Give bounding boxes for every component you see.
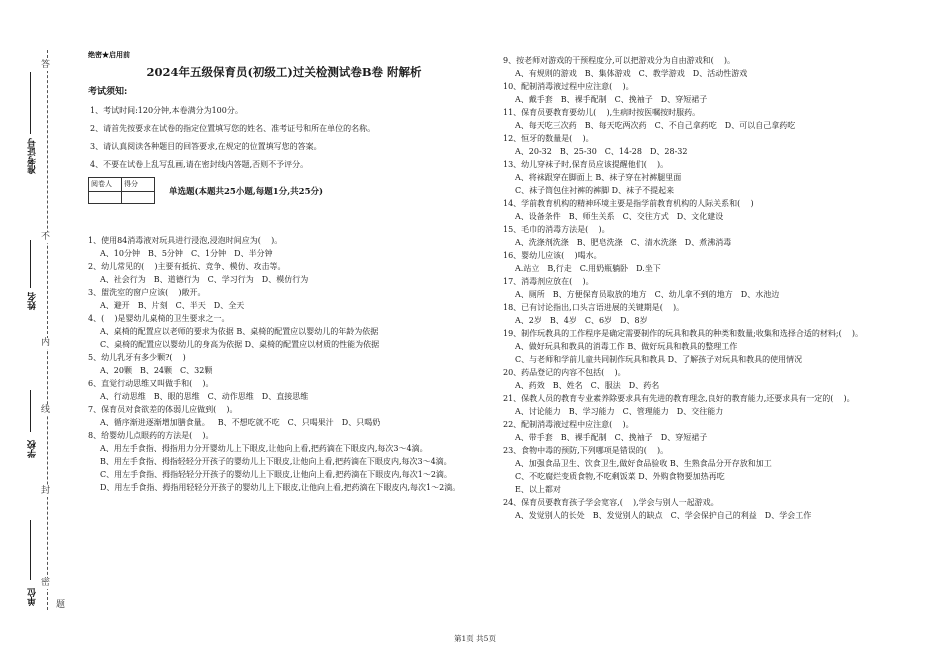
answer-option: A、将袜跟穿在脚面上 B、袜子穿在衬裤腿里面 — [515, 173, 682, 182]
score-table — [88, 177, 155, 204]
seal-word: 内 — [41, 338, 51, 348]
answer-option: B、每天吃两次药 — [584, 121, 647, 130]
section-title: 单选题(本题共25小题,每题1分,共25分) — [169, 187, 324, 197]
option-row — [503, 236, 927, 249]
answer-option: B、5分钟 — [147, 249, 183, 258]
option-row — [88, 247, 480, 260]
answer-option: B、学习能力 — [568, 407, 615, 416]
answer-option: A、戴手套 — [515, 95, 553, 104]
answer-option: A、行动思维 — [100, 392, 146, 401]
answer-option: A、20颗 — [100, 366, 132, 375]
question-text: 8、给婴幼儿点眼药的方法是( )。 — [88, 431, 214, 440]
answer-option: D、活动性游戏 — [692, 69, 748, 78]
answer-option: A、讨论能力 — [515, 407, 561, 416]
answer-option: B、片刻 — [137, 301, 168, 310]
answer-option: A、2岁 — [515, 316, 542, 325]
answer-option: D.坐下 — [636, 264, 661, 273]
answer-option: C、交往方式 — [622, 212, 669, 221]
answer-option: C、幼儿拿不到的地方 — [654, 290, 733, 299]
answer-option: B、发觉别人的缺点 — [592, 511, 663, 520]
option-row — [503, 379, 927, 392]
answer-option: C、学习行为 — [207, 275, 254, 284]
question-text: 14、学前教育机构的精神环境主要是指学前教育机构的人际关系和( ) — [503, 199, 754, 208]
notice-item: 4、不要在试卷上乱写乱画,请在密封线内答题,否则不予评分。 — [90, 160, 309, 169]
secret-label: 绝密★启用前 — [88, 50, 130, 59]
answer-option: C、只喝果汁 — [287, 418, 334, 427]
question-list-left — [88, 234, 480, 494]
answer-option: B、24颗 — [139, 366, 173, 375]
answer-option: A、20-32 — [515, 147, 552, 156]
option-row — [503, 67, 927, 80]
option-row — [503, 288, 927, 301]
score-cell[interactable] — [122, 192, 155, 204]
question-text: 9、按老师对游戏的干预程度分,可以把游戏分为自由游戏和( )。 — [503, 56, 736, 65]
left-column — [88, 48, 480, 494]
question-text: 22、配制消毒液过程中应注意( )。 — [503, 420, 634, 429]
answer-option: C、14-28 — [604, 147, 642, 156]
answer-option: D、只喝奶 — [341, 418, 381, 427]
answer-option: B、师生关系 — [568, 212, 615, 221]
question-text: 16、婴幼儿应该( )喝水。 — [503, 251, 602, 260]
answer-option: B、25-30 — [559, 147, 597, 156]
answer-option: D、全天 — [213, 301, 245, 310]
answer-option: D、穿短裙子 — [660, 433, 708, 442]
score-box — [88, 177, 480, 204]
answer-option: D、半分钟 — [234, 249, 273, 258]
answer-option: C、不自己拿药吃 — [654, 121, 717, 130]
question-text: 21、保教人员的教育专业素养除要求具有先进的教育理念,良好的教育能力,还要求具有一定的( )。 — [503, 394, 855, 403]
answer-option: A、用左手食指、拇指用力分开婴幼儿上下眼皮,让他向上看,把药滴在下眼皮内,每次3～4滴。 — [100, 444, 428, 453]
option-row — [88, 416, 480, 429]
seal-word: 封 — [41, 486, 51, 496]
question-text: 13、幼儿穿袜子时,保育员应该提醒他们( )。 — [503, 160, 669, 169]
answer-option: C、挽袖子 — [614, 95, 653, 104]
option-row — [503, 93, 927, 106]
answer-option: D、交往能力 — [676, 407, 724, 416]
answer-option: B、眼的思维 — [153, 392, 200, 401]
notice-item: 2、请首先按要求在试卷的指定位置填写您的姓名、准考证号和所在单位的名称。 — [90, 124, 376, 133]
answer-option: A、药效 — [515, 381, 545, 390]
field-name: 姓名 — [28, 292, 38, 310]
question-text: 5、幼儿乳牙有多少颗?( ) — [88, 353, 186, 362]
answer-option: A、发觉别人的长处 — [515, 511, 585, 520]
answer-option: D、直接思维 — [261, 392, 309, 401]
answer-option: C、教学游戏 — [638, 69, 685, 78]
question-text: 2、幼儿常见的( )主要有抵抗、竞争、模仿、攻击等。 — [88, 262, 286, 271]
answer-option: A、桌椅的配置应以老师的要求为依据 B、桌椅的配置应以婴幼儿的年龄为依据 — [100, 327, 379, 336]
seal-word: 题 — [56, 600, 66, 610]
answer-option: B、4岁 — [549, 316, 577, 325]
field-exam-id: 准考证号 — [28, 138, 38, 174]
answer-option: A、洗涤剂洗涤 — [515, 238, 569, 247]
answer-option: C、32颗 — [180, 366, 213, 375]
question-text: 17、消毒剂应放在( )。 — [503, 277, 594, 286]
answer-option: B、肥皂洗涤 — [576, 238, 623, 247]
reviewer-label: 阅卷人 — [89, 178, 122, 192]
seal-margin — [0, 0, 66, 671]
question-text: 3、盥洗室的窗户应该( )敞开。 — [88, 288, 206, 297]
answer-option: C.用奶瓶躺卧 — [579, 264, 629, 273]
question-list-right — [503, 54, 927, 522]
answer-option: A、加强食品卫生、饮食卫生,做好食品验收 B、生熟食品分开存放和加工 — [515, 459, 772, 468]
page-footer: 第1页 共5页 — [454, 634, 496, 643]
question-text: 12、恒牙的数量是( )。 — [503, 134, 594, 143]
seal-dashed-line — [47, 50, 48, 610]
answer-option: A、10分钟 — [100, 249, 140, 258]
answer-option: B、不想吃就不吃 — [217, 418, 280, 427]
answer-option: B、裸手配制 — [560, 433, 607, 442]
answer-option: C、挽袖子 — [614, 433, 653, 442]
question-text: 15、毛巾的消毒方法是( )。 — [503, 225, 610, 234]
answer-option: A、避开 — [100, 301, 130, 310]
question-text: 23、食物中毒的预防,下列哪项是错误的( )。 — [503, 446, 669, 455]
answer-option: C、清水洗涤 — [630, 238, 677, 247]
answer-option: C、桌椅的配置应以婴幼儿的身高为依据 D、桌椅的配置应以材质的性能为依据 — [100, 340, 380, 349]
answer-option: A、每天吃三次药 — [515, 121, 577, 130]
question-text: 19、制作玩教具的工作程序是确定需要制作的玩具和教具的种类和数量;收集和选择合适的材料;( )。 — [503, 329, 863, 338]
answer-option: B、用左手食指、拇指轻轻分开孩子的婴幼儿上下眼皮,让他向上看,把药滴在下眼皮内,每次3～4滴。 — [100, 457, 452, 466]
answer-option: C、袜子筒包住衬裤的裤脚 D、袜子不提起来 — [515, 186, 675, 195]
answer-option: C、1分钟 — [190, 249, 227, 258]
notice-item: 3、请认真阅读各种题目的回答要求,在规定的位置填写您的答案。 — [90, 142, 322, 151]
field-underline — [30, 240, 31, 288]
answer-option: A、社会行为 — [100, 275, 146, 284]
option-row — [503, 262, 927, 275]
question-text: 4、( )是婴幼儿桌椅的卫生要求之一。 — [88, 314, 230, 323]
option-row — [503, 431, 927, 444]
answer-option: B、姓名 — [552, 381, 583, 390]
option-row — [88, 299, 480, 312]
answer-option: A、循序渐进逐渐增加膳食量。 — [100, 418, 210, 427]
answer-option: D、煮沸消毒 — [684, 238, 732, 247]
page-title: 2024年五级保育员(初级工)过关检测试卷B卷 附解析 — [146, 65, 422, 79]
question-text: 18、已有讨论指出,口头言语进展的关键期是( )。 — [503, 303, 685, 312]
answer-option: C、半天 — [175, 301, 206, 310]
seal-word: 密 — [41, 578, 51, 588]
answer-option: B、集体游戏 — [584, 69, 631, 78]
answer-option: D、28-32 — [649, 147, 688, 156]
answer-option: C、不吃腐烂变质食物,不吃剩饭菜 D、外购食物要加热再吃 — [515, 472, 725, 481]
answer-option: D、穿短裙子 — [660, 95, 708, 104]
answer-option: A.站立 — [515, 264, 540, 273]
answer-option: D、药名 — [628, 381, 660, 390]
answer-option: B、道德行为 — [153, 275, 200, 284]
answer-option: D、可以自己拿药吃 — [724, 121, 796, 130]
answer-option: E、以上都对 — [515, 485, 561, 494]
notice-item: 1、考试时间:120分钟,本卷满分为100分。 — [90, 106, 243, 115]
reviewer-cell[interactable] — [89, 192, 122, 204]
seal-word: 答 — [41, 60, 51, 70]
question-text: 11、保育员要教育要幼儿( ),生病时按医嘱按时服药。 — [503, 108, 701, 117]
option-row — [88, 273, 480, 286]
answer-option: C、用左手食指、拇指轻轻分开孩子的婴幼儿上下眼皮,让他向上看,把药滴在下眼皮内,每次1～2滴。 — [100, 470, 452, 479]
answer-option: C、与老师和学前儿童共同制作玩具和教具 D、了解孩子对玩具和教具的使用情况 — [515, 355, 803, 364]
answer-option: C、6岁 — [584, 316, 613, 325]
option-row — [503, 509, 927, 522]
field-underline — [30, 390, 31, 432]
seal-word: 不 — [41, 232, 51, 242]
answer-option: D、用左手食指、拇指用轻轻分开孩子的婴幼儿上下眼皮,让他向上看,把药滴在下眼皮内,每次1～2滴。 — [100, 483, 461, 492]
option-row — [503, 314, 927, 327]
answer-option: B,行走 — [547, 264, 572, 273]
score-label: 得分 — [122, 178, 155, 192]
answer-option: A、做好玩具和教具的消毒工作 B、做好玩具和教具的整理工作 — [515, 342, 738, 351]
answer-option: A、有规则的游戏 — [515, 69, 577, 78]
field-school: 学校 — [28, 440, 38, 458]
answer-option: B、裸手配制 — [560, 95, 607, 104]
answer-option: A、带手套 — [515, 433, 553, 442]
notice-heading: 考试须知: — [88, 87, 128, 97]
answer-option: C、学会保护自己的利益 — [670, 511, 757, 520]
right-column — [503, 54, 927, 522]
answer-option: D、文化建设 — [676, 212, 724, 221]
field-underline — [30, 520, 31, 580]
field-underline — [30, 72, 31, 134]
question-text: 20、药品登记的内容不包括( )。 — [503, 368, 626, 377]
option-row — [88, 390, 480, 403]
answer-option: D、水池边 — [740, 290, 780, 299]
field-unit: 单位 — [28, 588, 38, 606]
answer-option: C、动作思维 — [207, 392, 254, 401]
answer-option: D、8岁 — [620, 316, 648, 325]
question-text: 10、配制消毒液过程中应注意( )。 — [503, 82, 634, 91]
question-text: 7、保育员对食欲差的体弱儿应做到( )。 — [88, 405, 238, 414]
answer-option: A、设备条件 — [515, 212, 561, 221]
question-text: 24、保育员要教育孩子学会宽容,( ),学会与别人一起游戏。 — [503, 498, 719, 507]
answer-option: A、厕所 — [515, 290, 545, 299]
option-row — [503, 405, 927, 418]
option-row — [503, 119, 927, 132]
question-text: 6、直觉行动思维又叫做手和( )。 — [88, 379, 214, 388]
answer-option: C、服法 — [590, 381, 621, 390]
question-text: 1、使用84消毒液对玩具进行浸泡,浸泡时间应为( )。 — [88, 236, 283, 245]
answer-option: D、模仿行为 — [261, 275, 309, 284]
option-row — [503, 145, 927, 158]
option-row — [503, 210, 927, 223]
option-row — [88, 364, 480, 377]
answer-option: B、方便保育员取放的地方 — [552, 290, 647, 299]
answer-option: D、学会工作 — [764, 511, 812, 520]
answer-option: C、管理能力 — [622, 407, 669, 416]
seal-word: 线 — [41, 405, 51, 415]
